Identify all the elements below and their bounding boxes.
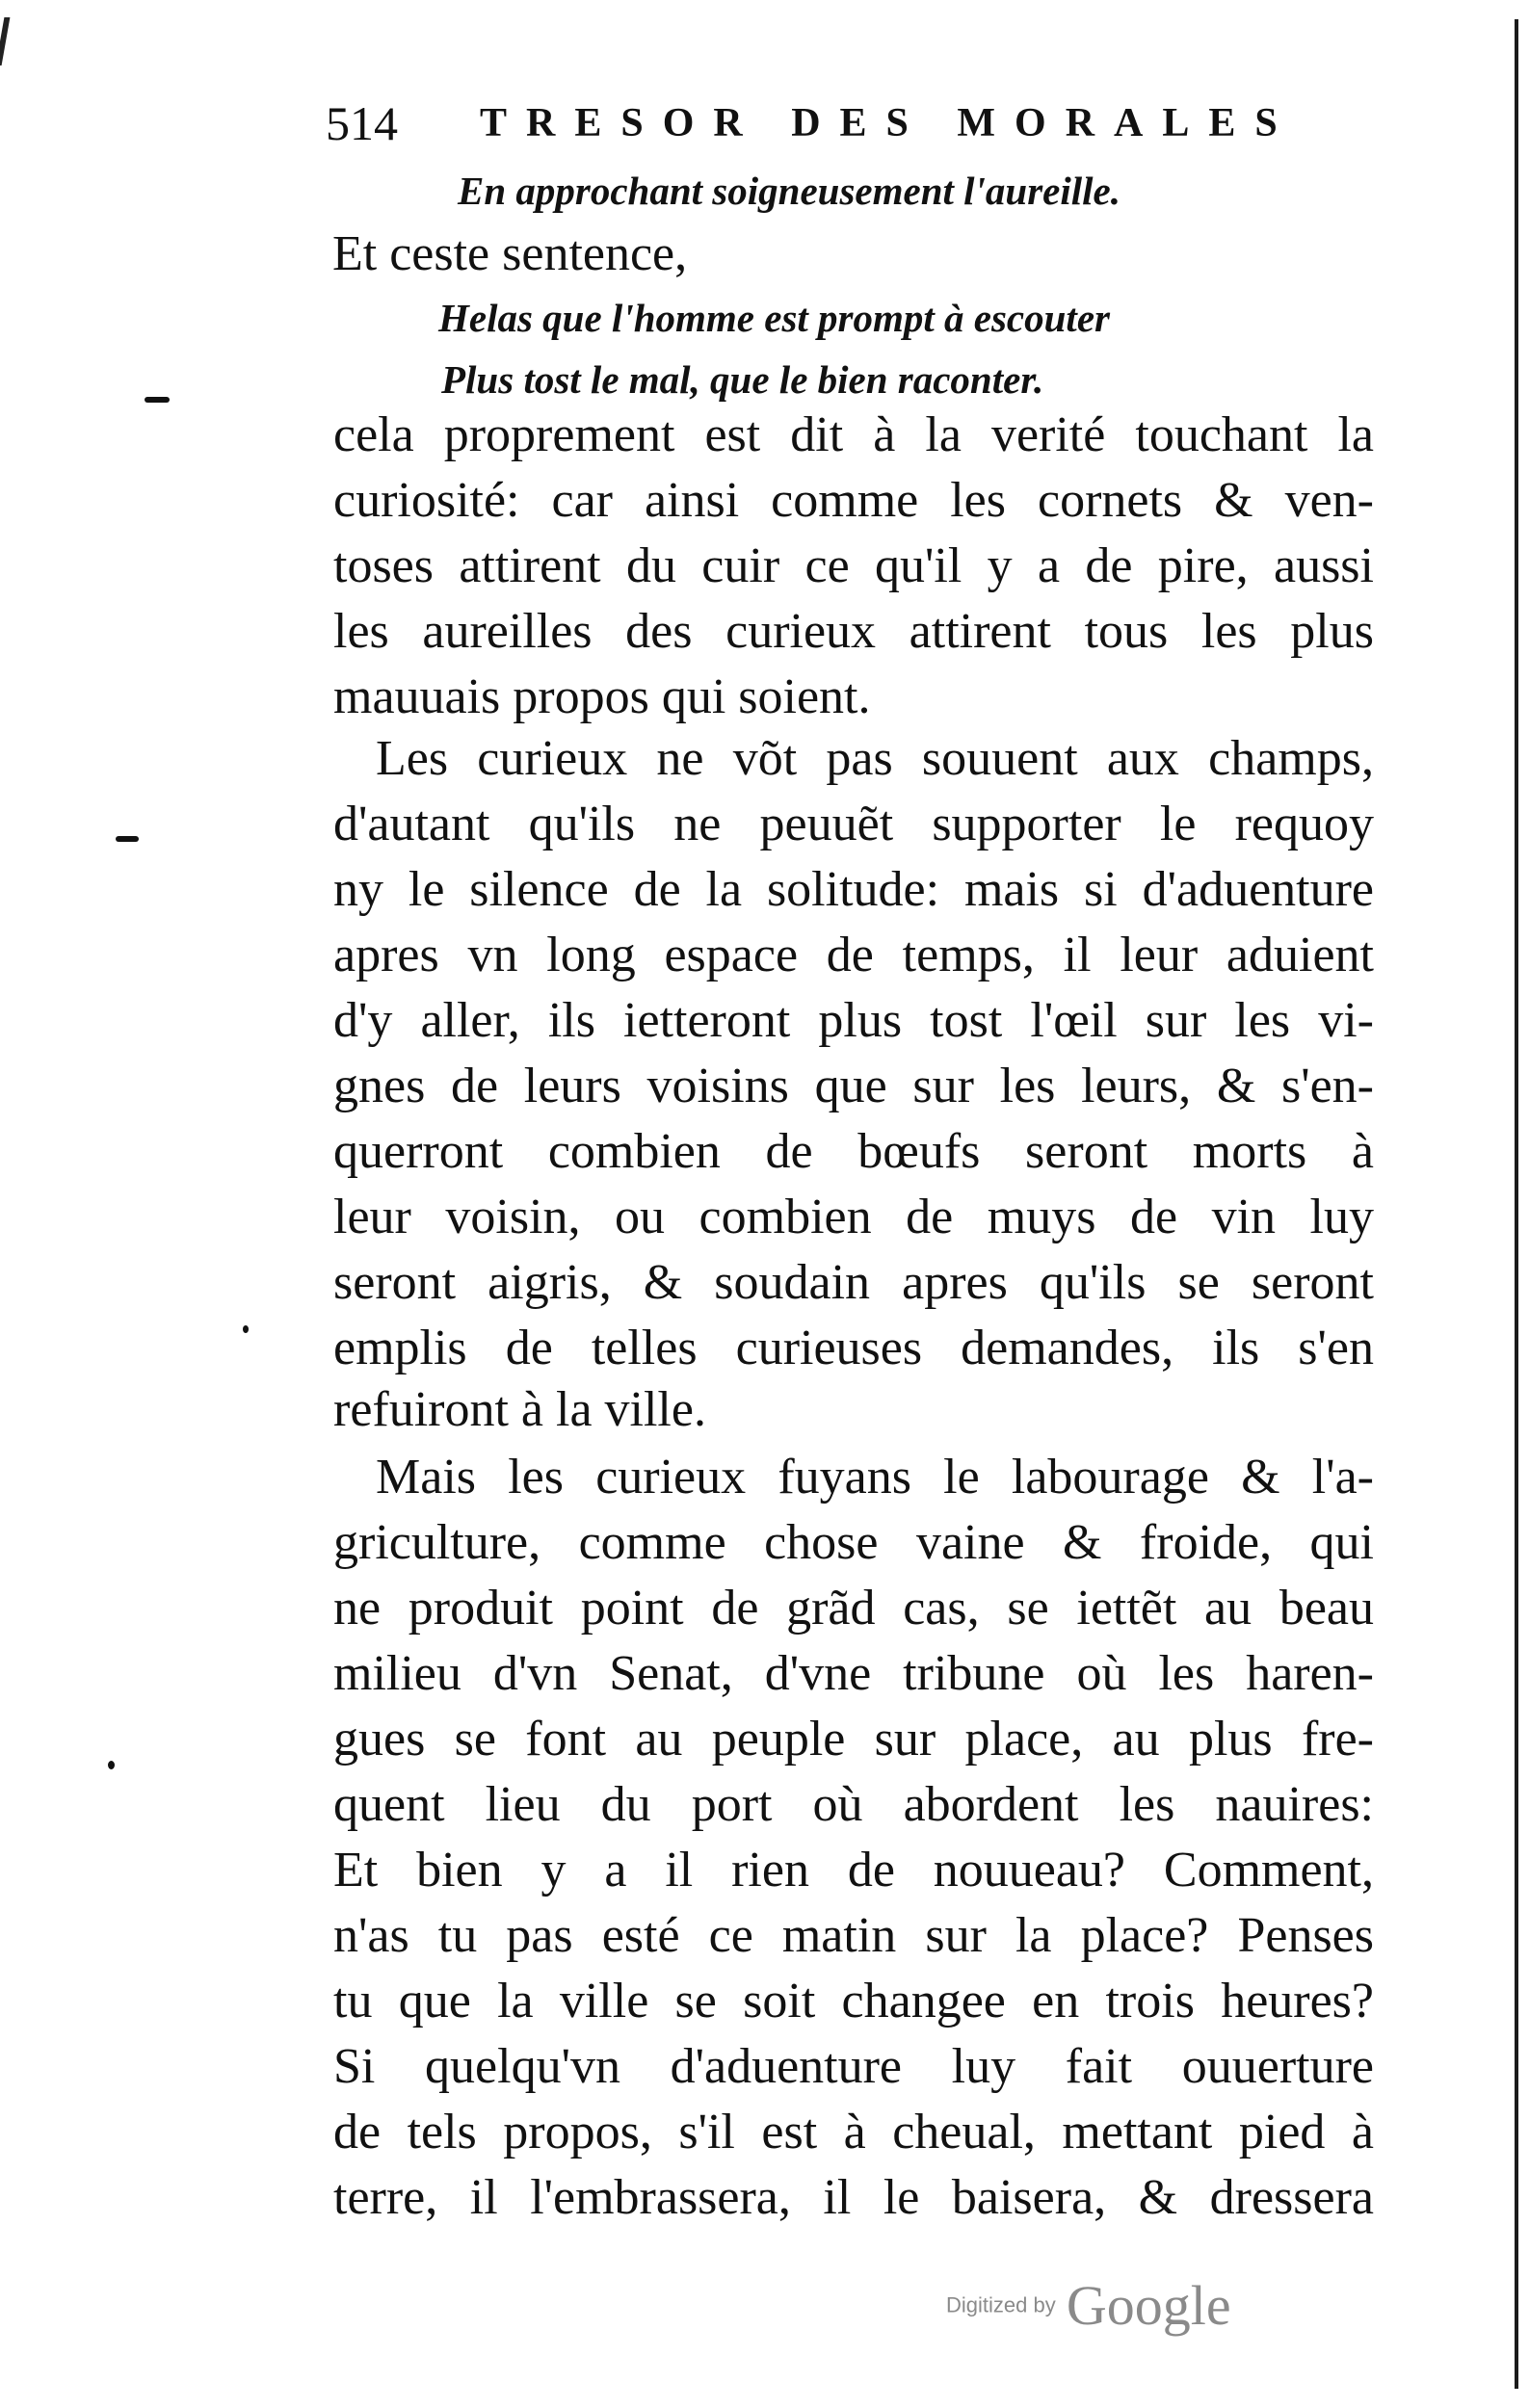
verse-line: Helas que l'homme est prompt à escouter [438, 296, 1110, 340]
text-line: leur voisin, ou combien de muys de vin luy [333, 1190, 1374, 1244]
verse-line-top: En approchant soigneusement l'aureille. [458, 169, 1120, 213]
text-line: ne produit point de grãd cas, se iettẽt au beau [333, 1581, 1374, 1636]
text-line: toses attirent du cuir ce qu'il y a de pire, aussi [333, 538, 1374, 593]
page-gutter-edge [1515, 19, 1518, 2389]
text-line: milieu d'vn Senat, d'vne tribune où les haren- [333, 1646, 1374, 1701]
text-line: gnes de leurs voisins que sur les leurs, & s'en- [333, 1059, 1374, 1113]
text-line: d'autant qu'ils ne peuuẽt supporter le requoy [333, 797, 1374, 851]
text-line: Les curieux ne võt pas souuent aux champs, [376, 731, 1374, 786]
text-line: Si quelqu'vn d'aduenture luy fait ouuerture [333, 2039, 1374, 2094]
text-line: d'y aller, ils ietteront plus tost l'œil sur les vi- [333, 993, 1374, 1048]
text-line: mauuais propos qui soient. [333, 669, 871, 724]
text-line: les aureilles des curieux attirent tous les plus [333, 604, 1374, 659]
running-title: TRESOR DES MORALES [480, 101, 1297, 145]
margin-speck [145, 397, 170, 403]
text-line: gues se font au peuple sur place, au plus fre- [333, 1712, 1374, 1767]
margin-speck [243, 1325, 249, 1333]
text-line: de tels propos, s'il est à cheual, mettant pied à [333, 2105, 1374, 2159]
text-line: curiosité: car ainsi comme les cornets & ven- [333, 473, 1374, 528]
google-logo: Google [1066, 2274, 1231, 2337]
scan-corner-mark [0, 17, 10, 65]
watermark-prefix: Digitized by [946, 2292, 1056, 2317]
digitization-watermark [946, 2273, 1231, 2341]
intro-line: Et ceste sentence, [332, 226, 688, 281]
text-line: griculture, comme chose vaine & froide, qui [333, 1515, 1374, 1570]
text-line: terre, il l'embrassera, il le baisera, & dressera [333, 2170, 1374, 2225]
margin-speck [116, 836, 139, 842]
text-line: cela proprement est dit à la verité touchant la [333, 407, 1374, 462]
text-line: seront aigris, & soudain apres qu'ils se seront [333, 1255, 1374, 1310]
text-line: ny le silence de la solitude: mais si d'aduenture [333, 862, 1374, 917]
text-line: Mais les curieux fuyans le labourage & l'a- [376, 1450, 1374, 1505]
page-number: 514 [326, 96, 398, 150]
running-header [326, 94, 1297, 152]
text-line: apres vn long espace de temps, il leur aduient [333, 928, 1374, 982]
text-line: Et bien y a il rien de nouueau? Comment, [333, 1843, 1374, 1898]
text-line: refuiront à la ville. [333, 1382, 706, 1437]
text-line: n'as tu pas esté ce matin sur la place? Penses [333, 1908, 1374, 1963]
text-line: quent lieu du port où abordent les nauires: [333, 1777, 1374, 1832]
text-line: querront combien de bœufs seront morts à [333, 1124, 1374, 1179]
text-line: emplis de telles curieuses demandes, ils s'en [333, 1321, 1374, 1375]
text-line: tu que la ville se soit changee en trois heures? [333, 1974, 1374, 2028]
verse-line: Plus tost le mal, que le bien raconter. [441, 357, 1044, 402]
margin-speck [108, 1761, 115, 1769]
